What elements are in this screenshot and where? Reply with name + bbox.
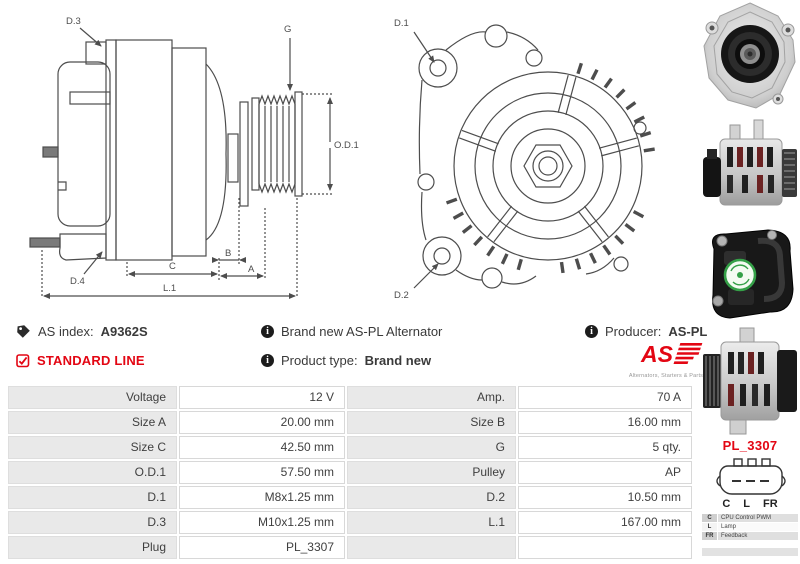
spec-label: D.1 [8, 486, 177, 509]
standard-line-badge [16, 353, 145, 368]
spec-value: 70 A [518, 386, 692, 409]
spec-value [518, 536, 692, 559]
producer-value: AS-PL [668, 324, 708, 339]
spec-value: 167.00 mm [518, 511, 692, 534]
logo-tagline: Alternators, Starters & Parts [628, 373, 704, 379]
legend-row [702, 523, 798, 531]
table-row [8, 386, 692, 411]
spec-label: Size A [8, 411, 177, 434]
dim-label-d1: D.1 [394, 18, 409, 29]
dim-label-d3: D.3 [66, 16, 81, 27]
spec-label: Plug [8, 536, 177, 559]
spec-label: O.D.1 [8, 461, 177, 484]
product-type-value: Brand new [364, 353, 432, 368]
dim-label-b: B [225, 248, 232, 259]
spec-table [8, 386, 692, 561]
front-view-drawing [386, 6, 686, 311]
producer-field [585, 324, 707, 339]
legend-desc: Feedback [718, 532, 798, 540]
legend-row [702, 514, 798, 522]
spec-label: D.2 [347, 486, 516, 509]
as-index-field [16, 324, 148, 339]
legend-desc: Lamp [718, 523, 798, 531]
spec-value: M8x1.25 mm [179, 486, 345, 509]
spec-label: Amp. [347, 386, 516, 409]
plug-name: PL_3307 [722, 438, 778, 453]
spec-label: Voltage [8, 386, 177, 409]
as-index-label: AS index: [38, 324, 94, 339]
producer-label: Producer: [605, 324, 662, 339]
spec-label: G [347, 436, 516, 459]
checkbox-check-icon [16, 354, 30, 368]
dim-label-d4: D.4 [70, 276, 85, 287]
legend-empty-bar [702, 548, 798, 556]
spec-label: Pulley [347, 461, 516, 484]
info-icon: i [261, 325, 274, 338]
spec-label: Size B [347, 411, 516, 434]
spec-value: 42.50 mm [179, 436, 345, 459]
dim-label-c: C [169, 261, 176, 272]
product-photo-side[interactable] [700, 113, 800, 225]
spec-value: 10.50 mm [518, 486, 692, 509]
logo-text: AS [641, 341, 673, 367]
dim-label-g: G [284, 24, 292, 35]
table-row [8, 411, 692, 436]
side-view-drawing [22, 6, 362, 311]
info-icon: i [585, 325, 598, 338]
legend-abbr: FR [702, 532, 717, 540]
legend-row [702, 532, 798, 540]
spec-value: PL_3307 [179, 536, 345, 559]
legend-abbr: L [702, 523, 717, 531]
spec-value: 5 qty. [518, 436, 692, 459]
brand-new-text: Brand new AS-PL Alternator [281, 324, 443, 339]
dim-label-l1: L.1 [163, 283, 177, 294]
pin-label-c: C [722, 498, 731, 510]
legend-desc: CPU Control PWM [718, 514, 798, 522]
plug-legend [702, 514, 798, 541]
table-row [8, 461, 692, 486]
dim-label-d2: D.2 [394, 290, 409, 301]
spec-value: 16.00 mm [518, 411, 692, 434]
product-photo-rear[interactable] [700, 227, 800, 322]
spec-value: M10x1.25 mm [179, 511, 345, 534]
spec-label: D.3 [8, 511, 177, 534]
spec-value: 20.00 mm [179, 411, 345, 434]
brand-new-field [261, 324, 442, 339]
spec-value: 12 V [179, 386, 345, 409]
connector-pin-labels [700, 498, 800, 510]
legend-abbr: C [702, 514, 717, 522]
spec-label [347, 536, 516, 559]
dim-label-a: A [248, 264, 255, 275]
as-index-value: A9362S [100, 324, 148, 339]
product-type-label: Product type: [281, 353, 358, 368]
spec-value: AP [518, 461, 692, 484]
pin-label-l: L [743, 498, 750, 510]
as-pl-logo [628, 341, 704, 379]
spec-label: Size C [8, 436, 177, 459]
product-photo-side-pulley[interactable] [700, 322, 800, 440]
standard-line-label: STANDARD LINE [37, 353, 145, 368]
info-icon: i [261, 354, 274, 367]
tag-icon [16, 324, 31, 339]
table-row [8, 436, 692, 461]
pin-label-fr: FR [763, 498, 778, 510]
table-row [8, 486, 692, 511]
spec-value: 57.50 mm [179, 461, 345, 484]
as-pl-logo-mark [629, 341, 703, 367]
spec-label: L.1 [347, 511, 516, 534]
product-photo-column [700, 0, 800, 440]
table-row [8, 511, 692, 536]
table-row [8, 536, 692, 561]
product-photo-front[interactable] [700, 0, 800, 112]
dim-label-od1: O.D.1 [334, 140, 359, 151]
product-type-field [261, 353, 431, 368]
